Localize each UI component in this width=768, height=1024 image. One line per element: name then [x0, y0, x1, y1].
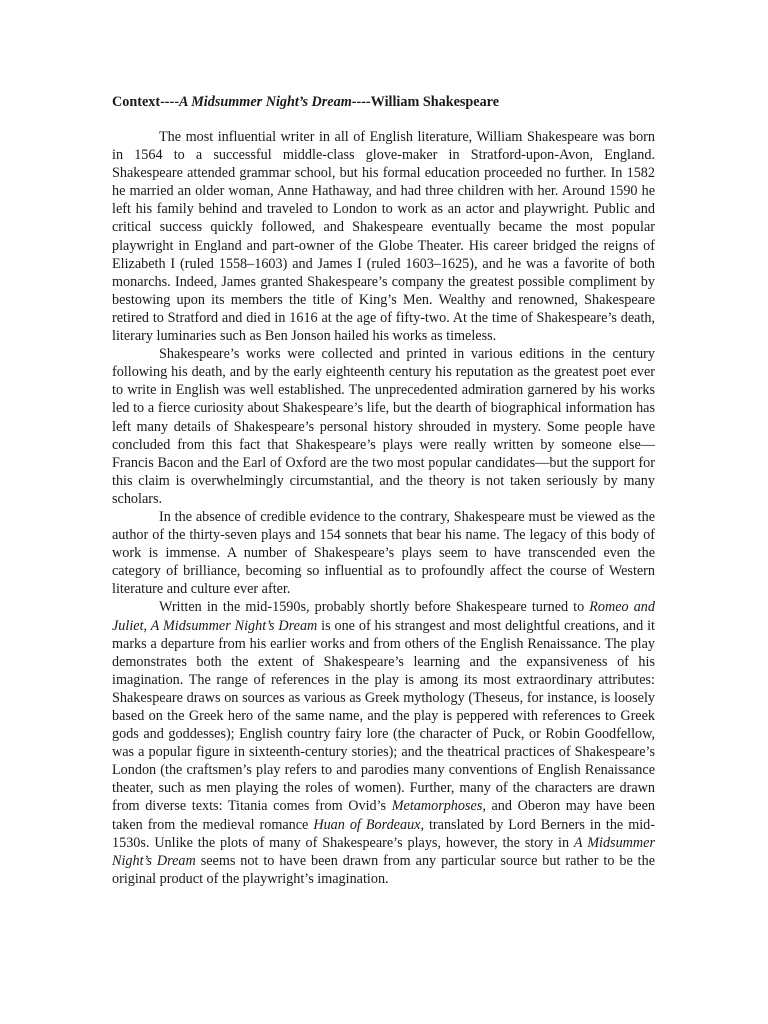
paragraph-2 — [112, 345, 655, 508]
text-run: translated by Lord Berners in the mid-1530s. Unlike the plots of many of Shakespeare’s plays, however, the story in — [112, 816, 655, 851]
text-run: The most influential writer in all of English literature, William Shakespeare was born in 1564 to a successful middle-class glove-maker in Stratford-upon-Avon, England. Shakespeare attended grammar school, but his formal education proceeded no further. In 1582 he married an older woman, Anne Hathaway, and had three children with her. Around 1590 he left his family behind and traveled to London to work as an actor and playwright. Public and critical success quickly followed, and Shakespeare eventually became the most popular playwright in England and part-owner of the Globe Theater. His career bridged the reigns of Elizabeth I (ruled 1558–1603) and James I (ruled 1603–1625), and he was a favorite of both monarchs. Indeed, James granted Shakespeare’s company the greatest possible compliment by bestowing upon its members the title of King’s Men. Wealthy and renowned, Shakespeare retired to Stratford and died in 1616 at the age of fifty-two. At the time of Shakespeare’s death, literary luminaries such as Ben Jonson hailed his works as timeless. — [112, 129, 655, 345]
heading-prefix: Context---- — [112, 94, 179, 110]
italic-title-run: Metamorphoses, — [391, 798, 486, 815]
italic-title-run: Romeo and Juliet, A Midsummer Night’s Dream — [112, 599, 655, 634]
paragraph-1 — [112, 128, 655, 345]
text-run: Written in the mid-1590s, probably shortly before Shakespeare turned to — [159, 599, 590, 616]
heading-author: William Shakespeare — [370, 94, 500, 110]
heading-separator: ---- — [351, 94, 371, 110]
document-page — [112, 93, 655, 888]
text-run: Shakespeare’s works were collected and printed in various editions in the century following his death, and by the early eighteenth century his reputation as the greatest poet ever to write in English was well established. The unprecedented admiration garnered by his works led to a fierce curiosity about Shakespeare’s life, but the dearth of biographical information has left many details of Shakespeare’s personal history shrouded in mystery. Some people have concluded from this fact that Shakespeare’s plays were really written by someone else—Francis Bacon and the Earl of Oxford are the two most popular candidates—but the support for this claim is overwhelmingly circumstantial, and the theory is not taken seriously by many scholars. — [112, 346, 655, 507]
text-run: seems not to have been drawn from any particular source but rather to be the original product of the playwright’s imagination. — [112, 852, 656, 887]
heading-title: A Midsummer Night’s Dream — [178, 94, 352, 110]
paragraph-3 — [112, 508, 655, 598]
document-heading — [112, 93, 655, 111]
text-run: is one of his strangest and most delightful creations, and it marks a departure from his earlier works and from others of the English Renaissance. The play demonstrates both the extent of Shakespeare’s learning and the expansiveness of his imagination. The range of references in the play is among its most extraordinary attributes: Shakespeare draws on sources as various as Greek mythology (Theseus, for instance, is loosely based on the Greek hero of the same name, and the play is peppered with references to Greek gods and goddesses); English country fairy lore (the character of Puck, or Robin Goodfellow, was a popular figure in sixteenth-century stories); and the theatrical practices of Shakespeare’s London (the craftsmen’s play refers to and parodies many conventions of English Renaissance theater, such as men playing the roles of women). Further, many of the characters are drawn from diverse texts: Titania comes from Ovid’s — [112, 617, 655, 815]
italic-title-run: A Midsummer Night’s Dream — [112, 834, 655, 869]
paragraph-4 — [112, 598, 655, 888]
body-text — [112, 128, 655, 888]
text-run: In the absence of credible evidence to the contrary, Shakespeare must be viewed as the author of the thirty-seven plays and 154 sonnets that bear his name. The legacy of this body of work is immense. A number of Shakespeare’s plays seem to have transcended even the category of brilliance, becoming so influential as to profoundly affect the course of Western literature and culture ever after. — [112, 508, 655, 598]
italic-title-run: Huan of Bordeaux, — [313, 816, 425, 833]
text-run: and Oberon may have been taken from the medieval romance — [112, 798, 655, 833]
